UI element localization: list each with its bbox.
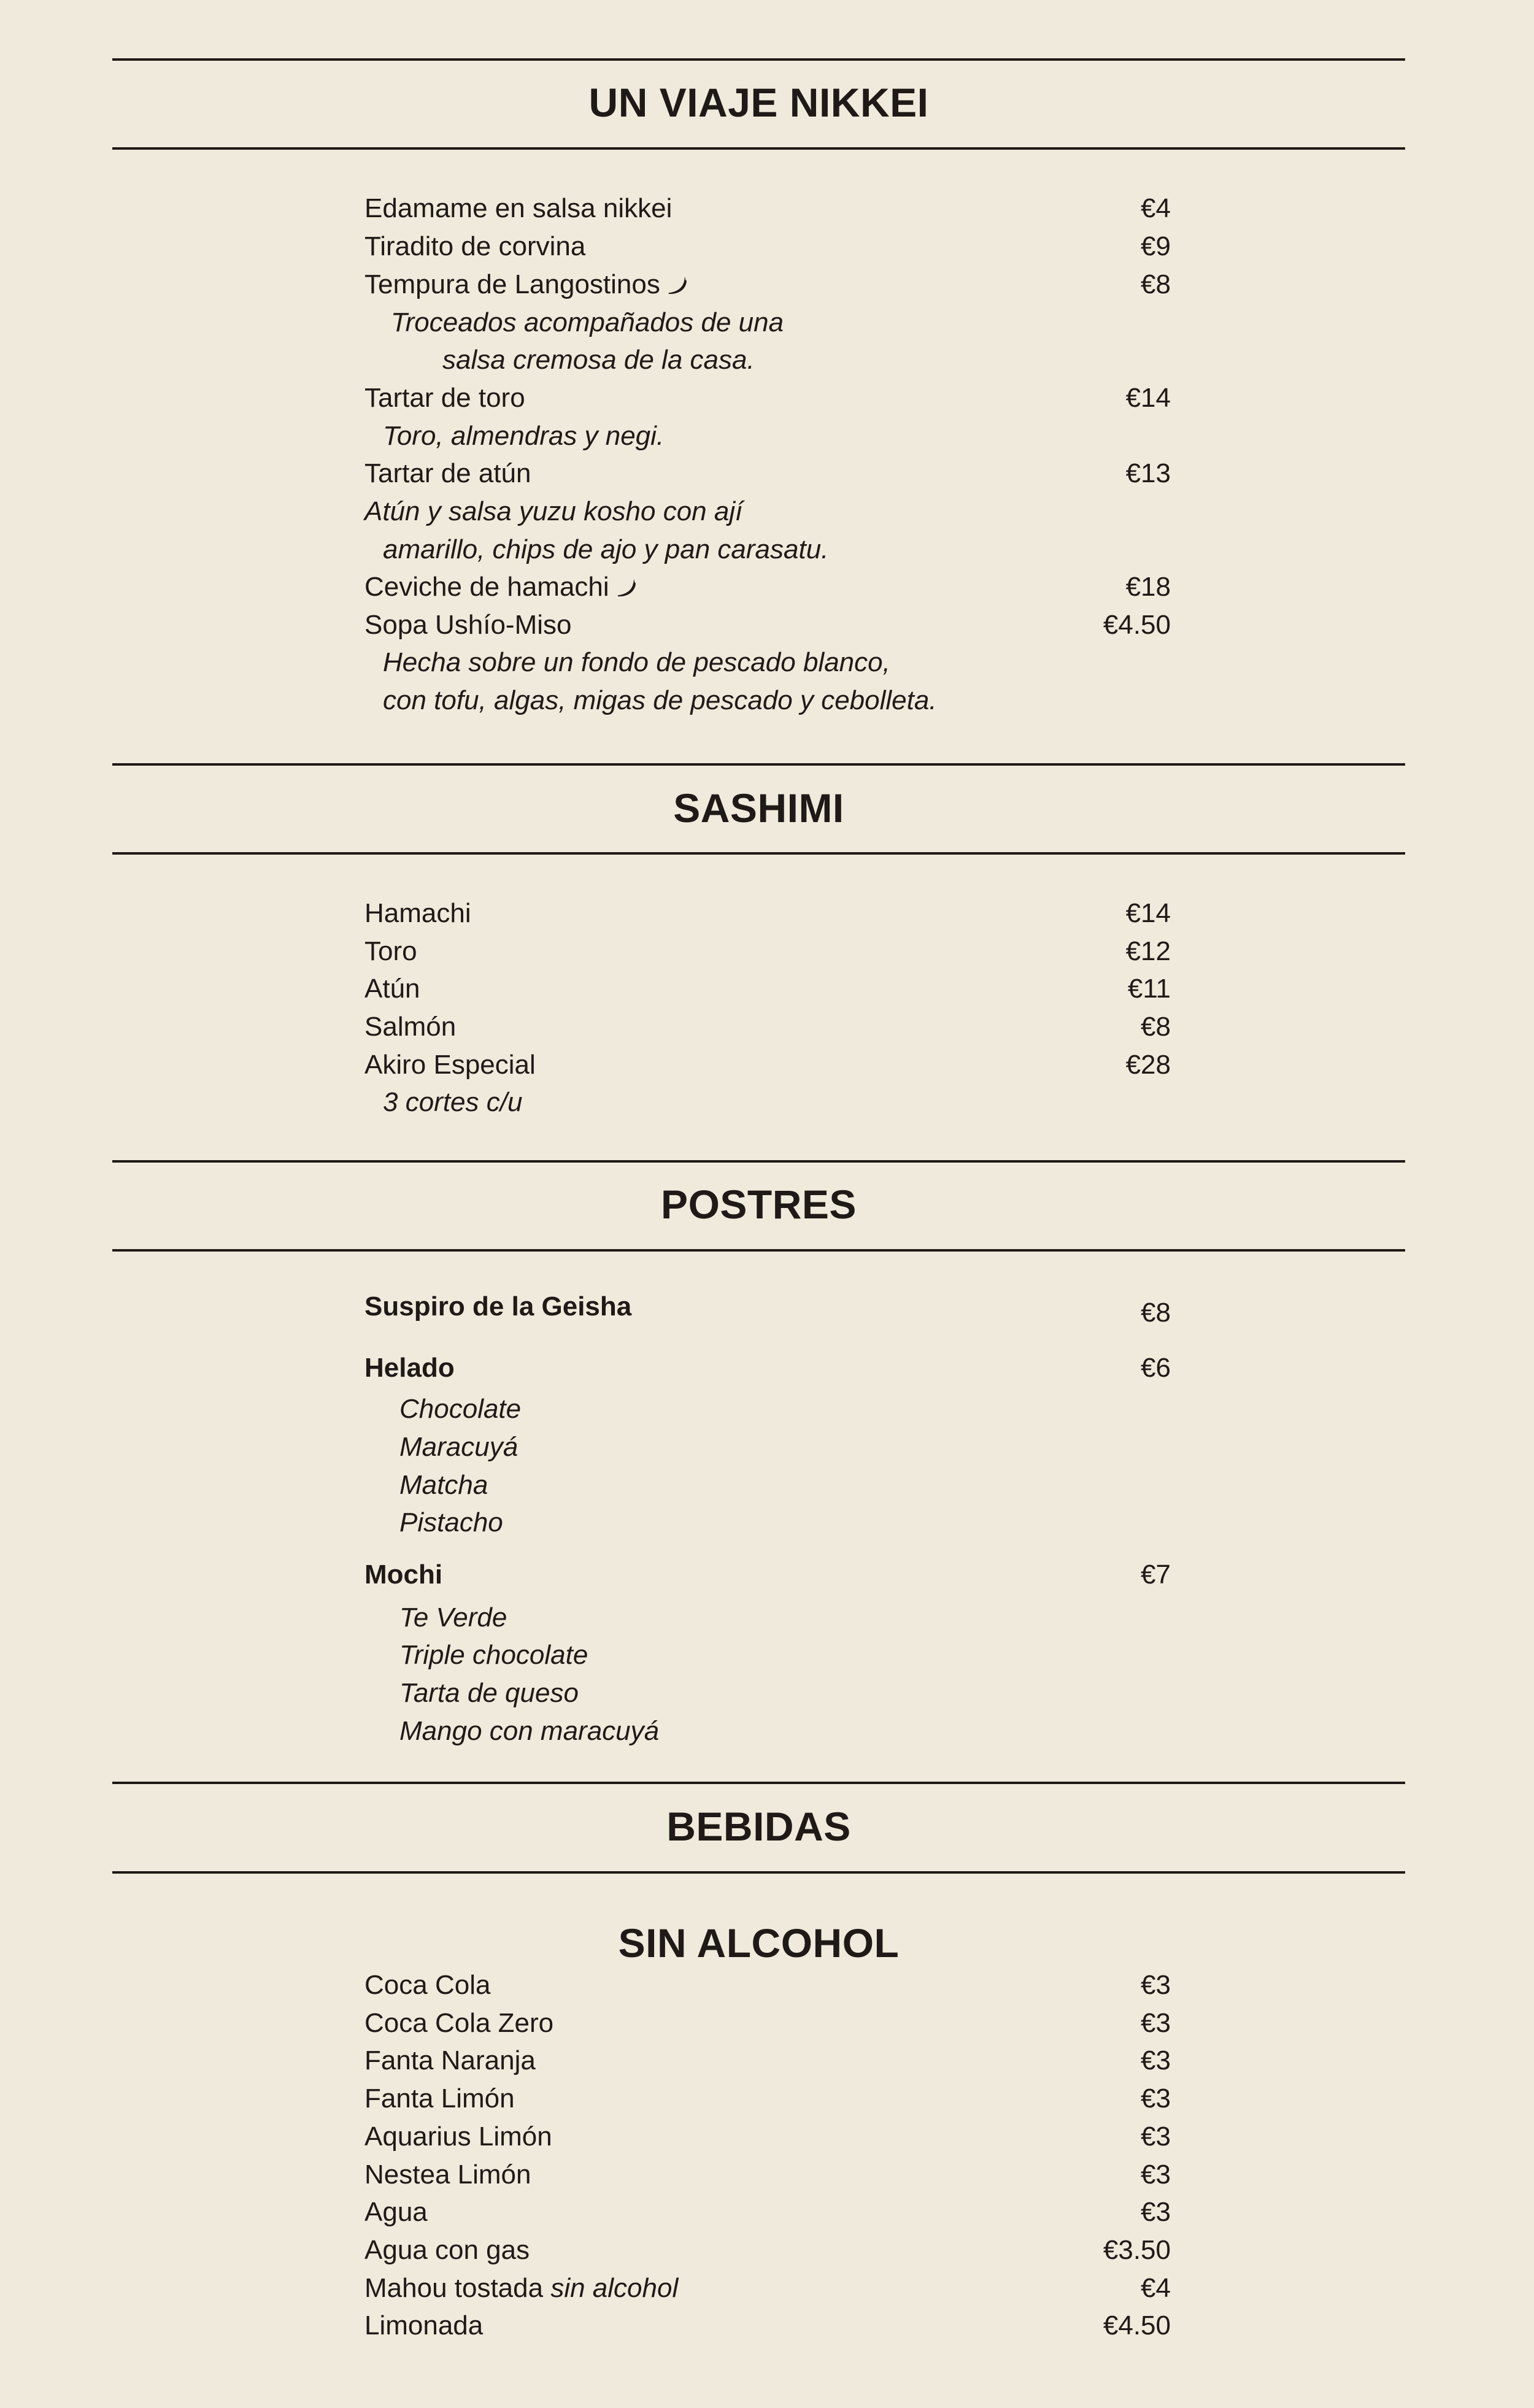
menu-item bbox=[364, 2199, 1171, 2226]
divider bbox=[112, 1160, 1405, 1163]
divider bbox=[112, 763, 1405, 766]
item-description: Troceados acompañados de una bbox=[391, 307, 784, 337]
menu-item bbox=[364, 2123, 1171, 2150]
item-name: Hamachi bbox=[364, 898, 471, 928]
item-price: €3 bbox=[1141, 2045, 1171, 2075]
menu-item bbox=[364, 1014, 1171, 1041]
item-price: €6 bbox=[1141, 1353, 1171, 1383]
item-name: Helado bbox=[364, 1353, 455, 1383]
flavor-option: Tarta de queso bbox=[399, 1678, 579, 1708]
item-description: Toro, almendras y negi. bbox=[383, 421, 665, 451]
item-name: Salmón bbox=[364, 1012, 457, 1042]
flavor-option: Matcha bbox=[399, 1470, 488, 1500]
menu-item bbox=[364, 938, 1171, 965]
item-price: €4.50 bbox=[1103, 2310, 1171, 2341]
item-description: Atún y salsa yuzu kosho con ají bbox=[364, 496, 743, 526]
item-price: €8 bbox=[1141, 269, 1171, 299]
item-price: €4.50 bbox=[1103, 610, 1171, 640]
item-description: con tofu, algas, migas de pescado y cebolleta. bbox=[383, 685, 937, 715]
item-price: €4 bbox=[1141, 2273, 1171, 2303]
item-name: Tempura de Langostinos bbox=[364, 269, 660, 299]
menu-item bbox=[364, 1561, 1171, 1588]
menu-item bbox=[364, 460, 1171, 487]
item-price: €3 bbox=[1141, 2160, 1171, 2190]
menu-item bbox=[364, 2275, 1171, 2302]
item-name: Fanta Naranja bbox=[364, 2045, 536, 2075]
section-title-sashimi: SASHIMI bbox=[673, 785, 844, 831]
item-price: €8 bbox=[1141, 1298, 1171, 1328]
item-name: Aquarius Limón bbox=[364, 2121, 552, 2152]
menu-item bbox=[364, 1291, 1171, 1328]
item-name: Suspiro de la Geisha bbox=[364, 1291, 632, 1321]
menu-item bbox=[364, 2010, 1171, 2037]
divider bbox=[112, 147, 1405, 150]
item-description: amarillo, chips de ajo y pan carasatu. bbox=[383, 534, 829, 564]
item-price: €14 bbox=[1125, 898, 1171, 928]
item-price: €3 bbox=[1141, 2197, 1171, 2227]
section-title-postres: POSTRES bbox=[661, 1182, 857, 1227]
menu-item bbox=[364, 1052, 1171, 1079]
menu-item bbox=[364, 574, 1171, 601]
divider bbox=[112, 1782, 1405, 1784]
flavor-option: Triple chocolate bbox=[399, 1640, 588, 1670]
chili-pepper-icon bbox=[666, 275, 691, 297]
divider bbox=[112, 1249, 1405, 1252]
item-name: Tiradito de corvina bbox=[364, 231, 586, 261]
flavor-option: Te Verde bbox=[399, 1602, 507, 1633]
item-price: €9 bbox=[1141, 231, 1171, 261]
item-name: Agua bbox=[364, 2197, 428, 2227]
item-description: salsa cremosa de la casa. bbox=[442, 345, 755, 375]
item-name: Sopa Ushío-Miso bbox=[364, 610, 572, 640]
item-name: Toro bbox=[364, 936, 417, 966]
item-name: Tartar de toro bbox=[364, 383, 525, 413]
menu-item bbox=[364, 195, 1171, 222]
item-name: Limonada bbox=[364, 2310, 484, 2341]
item-price: €3 bbox=[1141, 2083, 1171, 2114]
chili-pepper-icon bbox=[615, 577, 640, 599]
menu-item bbox=[364, 1972, 1171, 1999]
flavor-option: Mango con maracuyá bbox=[399, 1716, 660, 1746]
menu-item bbox=[364, 1355, 1171, 1382]
subsection-title-sin-alcohol: SIN ALCOHOL bbox=[618, 1920, 900, 1966]
item-price: €8 bbox=[1141, 1012, 1171, 1042]
menu-item bbox=[364, 900, 1171, 927]
section-title-nikkei: UN VIAJE NIKKEI bbox=[588, 80, 929, 125]
item-name: Mahou tostada bbox=[364, 2273, 544, 2303]
item-name: Tartar de atún bbox=[364, 458, 531, 488]
item-price: €4 bbox=[1141, 193, 1171, 223]
menu-item bbox=[364, 2237, 1171, 2264]
flavor-option: Chocolate bbox=[399, 1394, 522, 1424]
item-price: €14 bbox=[1125, 383, 1171, 413]
menu-item bbox=[364, 2085, 1171, 2112]
menu-item bbox=[364, 2161, 1171, 2188]
item-price: €3.50 bbox=[1103, 2235, 1171, 2265]
item-price: €12 bbox=[1125, 936, 1171, 966]
menu-item bbox=[364, 2312, 1171, 2339]
item-name-suffix: sin alcohol bbox=[550, 2273, 679, 2303]
item-description: 3 cortes c/u bbox=[383, 1087, 523, 1117]
item-price: €11 bbox=[1127, 974, 1171, 1004]
item-price: €7 bbox=[1141, 1560, 1171, 1590]
flavor-option: Pistacho bbox=[399, 1507, 503, 1537]
item-price: €3 bbox=[1141, 2008, 1171, 2038]
menu-item bbox=[364, 385, 1171, 412]
item-description: Hecha sobre un fondo de pescado blanco, bbox=[383, 647, 890, 677]
flavor-option: Maracuyá bbox=[399, 1432, 518, 1462]
item-name: Ceviche de hamachi bbox=[364, 572, 609, 602]
item-name: Coca Cola Zero bbox=[364, 2008, 554, 2038]
menu-item bbox=[364, 2047, 1171, 2074]
item-name: Atún bbox=[364, 974, 420, 1004]
item-price: €28 bbox=[1125, 1050, 1171, 1080]
item-name: Agua con gas bbox=[364, 2235, 530, 2265]
item-price: €3 bbox=[1141, 1970, 1171, 2000]
section-title-bebidas: BEBIDAS bbox=[666, 1804, 851, 1849]
divider bbox=[112, 852, 1405, 855]
menu-item bbox=[364, 271, 1171, 298]
item-price: €3 bbox=[1141, 2121, 1171, 2152]
menu-item bbox=[364, 612, 1171, 639]
item-name: Edamame en salsa nikkei bbox=[364, 193, 673, 223]
item-price: €18 bbox=[1125, 572, 1171, 602]
item-name: Mochi bbox=[364, 1560, 443, 1590]
menu-item bbox=[364, 233, 1171, 260]
item-name: Akiro Especial bbox=[364, 1050, 536, 1080]
menu-item bbox=[364, 975, 1171, 1002]
divider bbox=[112, 1871, 1405, 1874]
item-name: Coca Cola bbox=[364, 1970, 491, 2000]
item-name: Fanta Limón bbox=[364, 2083, 515, 2114]
item-name: Nestea Limón bbox=[364, 2160, 531, 2190]
divider bbox=[112, 58, 1405, 61]
item-price: €13 bbox=[1125, 458, 1171, 488]
